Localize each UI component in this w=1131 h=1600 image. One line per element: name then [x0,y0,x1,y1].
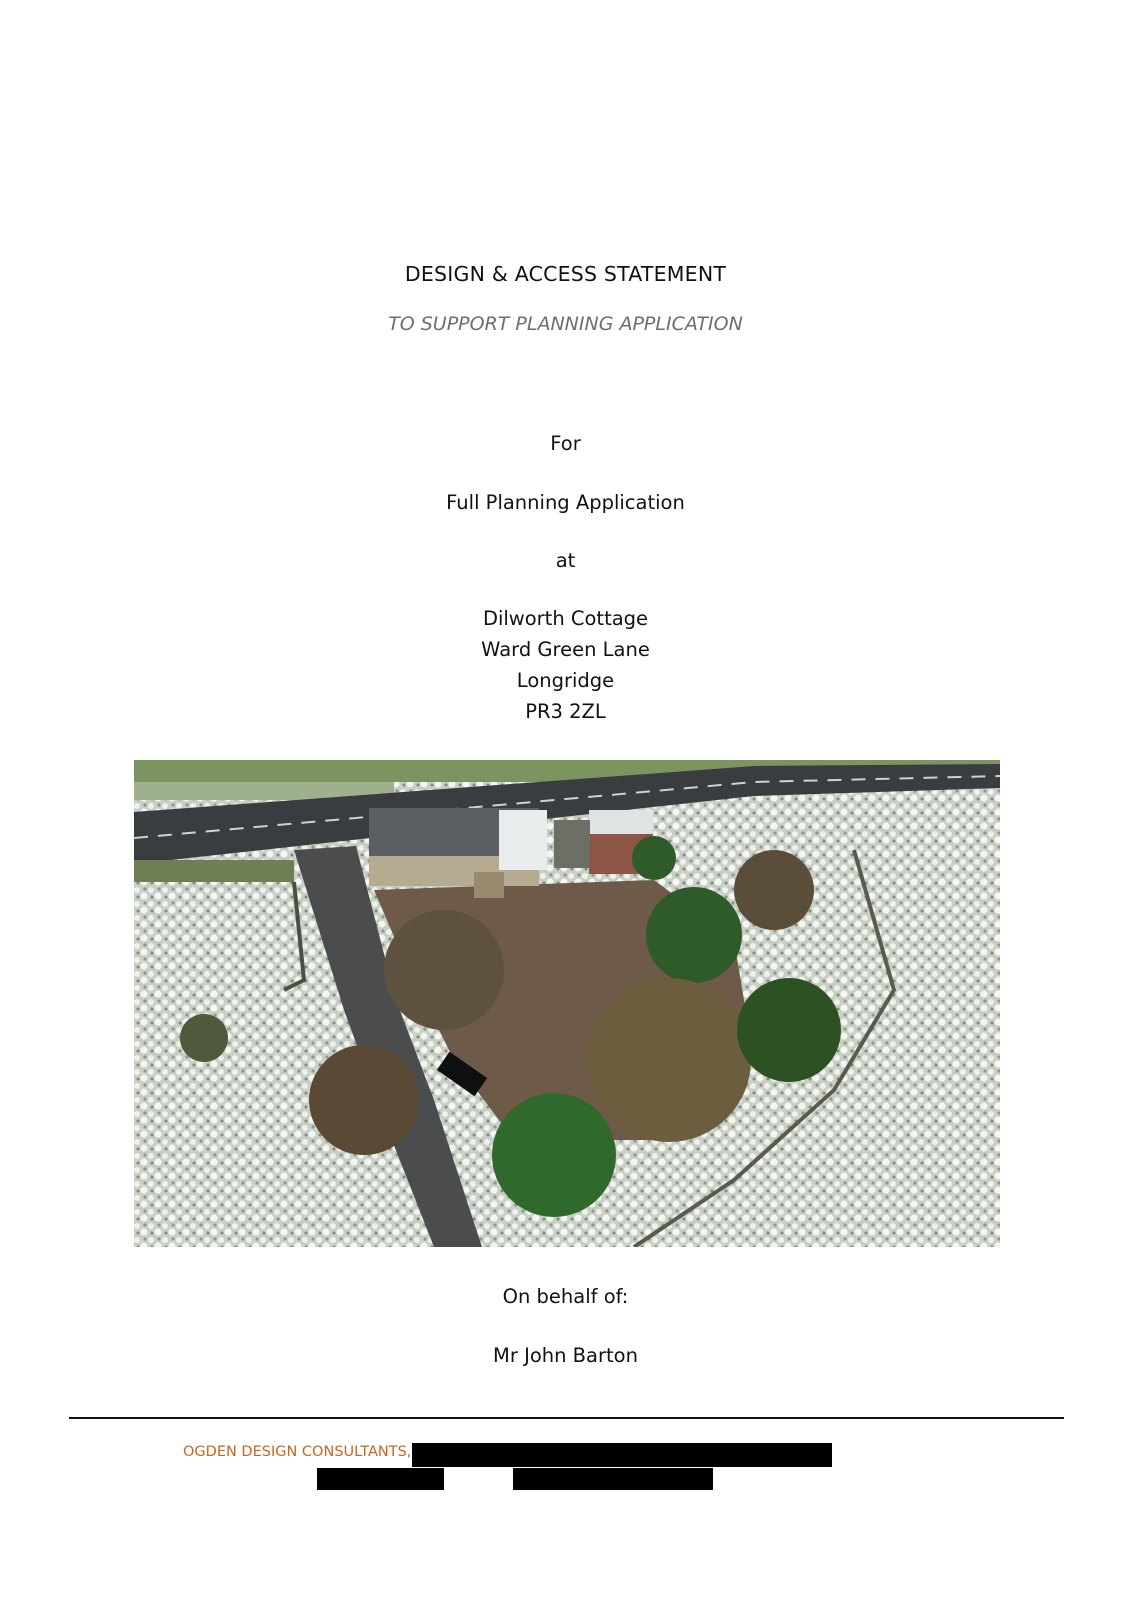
redacted-address-block-3 [513,1468,713,1490]
address-line-2: Ward Green Lane [481,638,650,661]
address-line-4: PR3 2ZL [525,700,606,723]
client-name: Mr John Barton [493,1344,638,1367]
footer-divider [69,1417,1064,1419]
on-behalf-label: On behalf of: [502,1285,629,1308]
document-subtitle: TO SUPPORT PLANNING APPLICATION [388,313,743,335]
application-type: Full Planning Application [446,491,685,514]
address-line-3: Longridge [516,669,615,692]
document-title: DESIGN & ACCESS STATEMENT [404,262,727,286]
redacted-address-block-2 [317,1468,444,1490]
redacted-address-block-1 [412,1443,832,1467]
at-label: at [555,549,576,572]
aerial-site-photo [134,760,1000,1247]
for-label: For [550,432,581,455]
address-line-1: Dilworth Cottage [482,607,649,630]
footer-company-name: OGDEN DESIGN CONSULTANTS, [183,1444,412,1460]
